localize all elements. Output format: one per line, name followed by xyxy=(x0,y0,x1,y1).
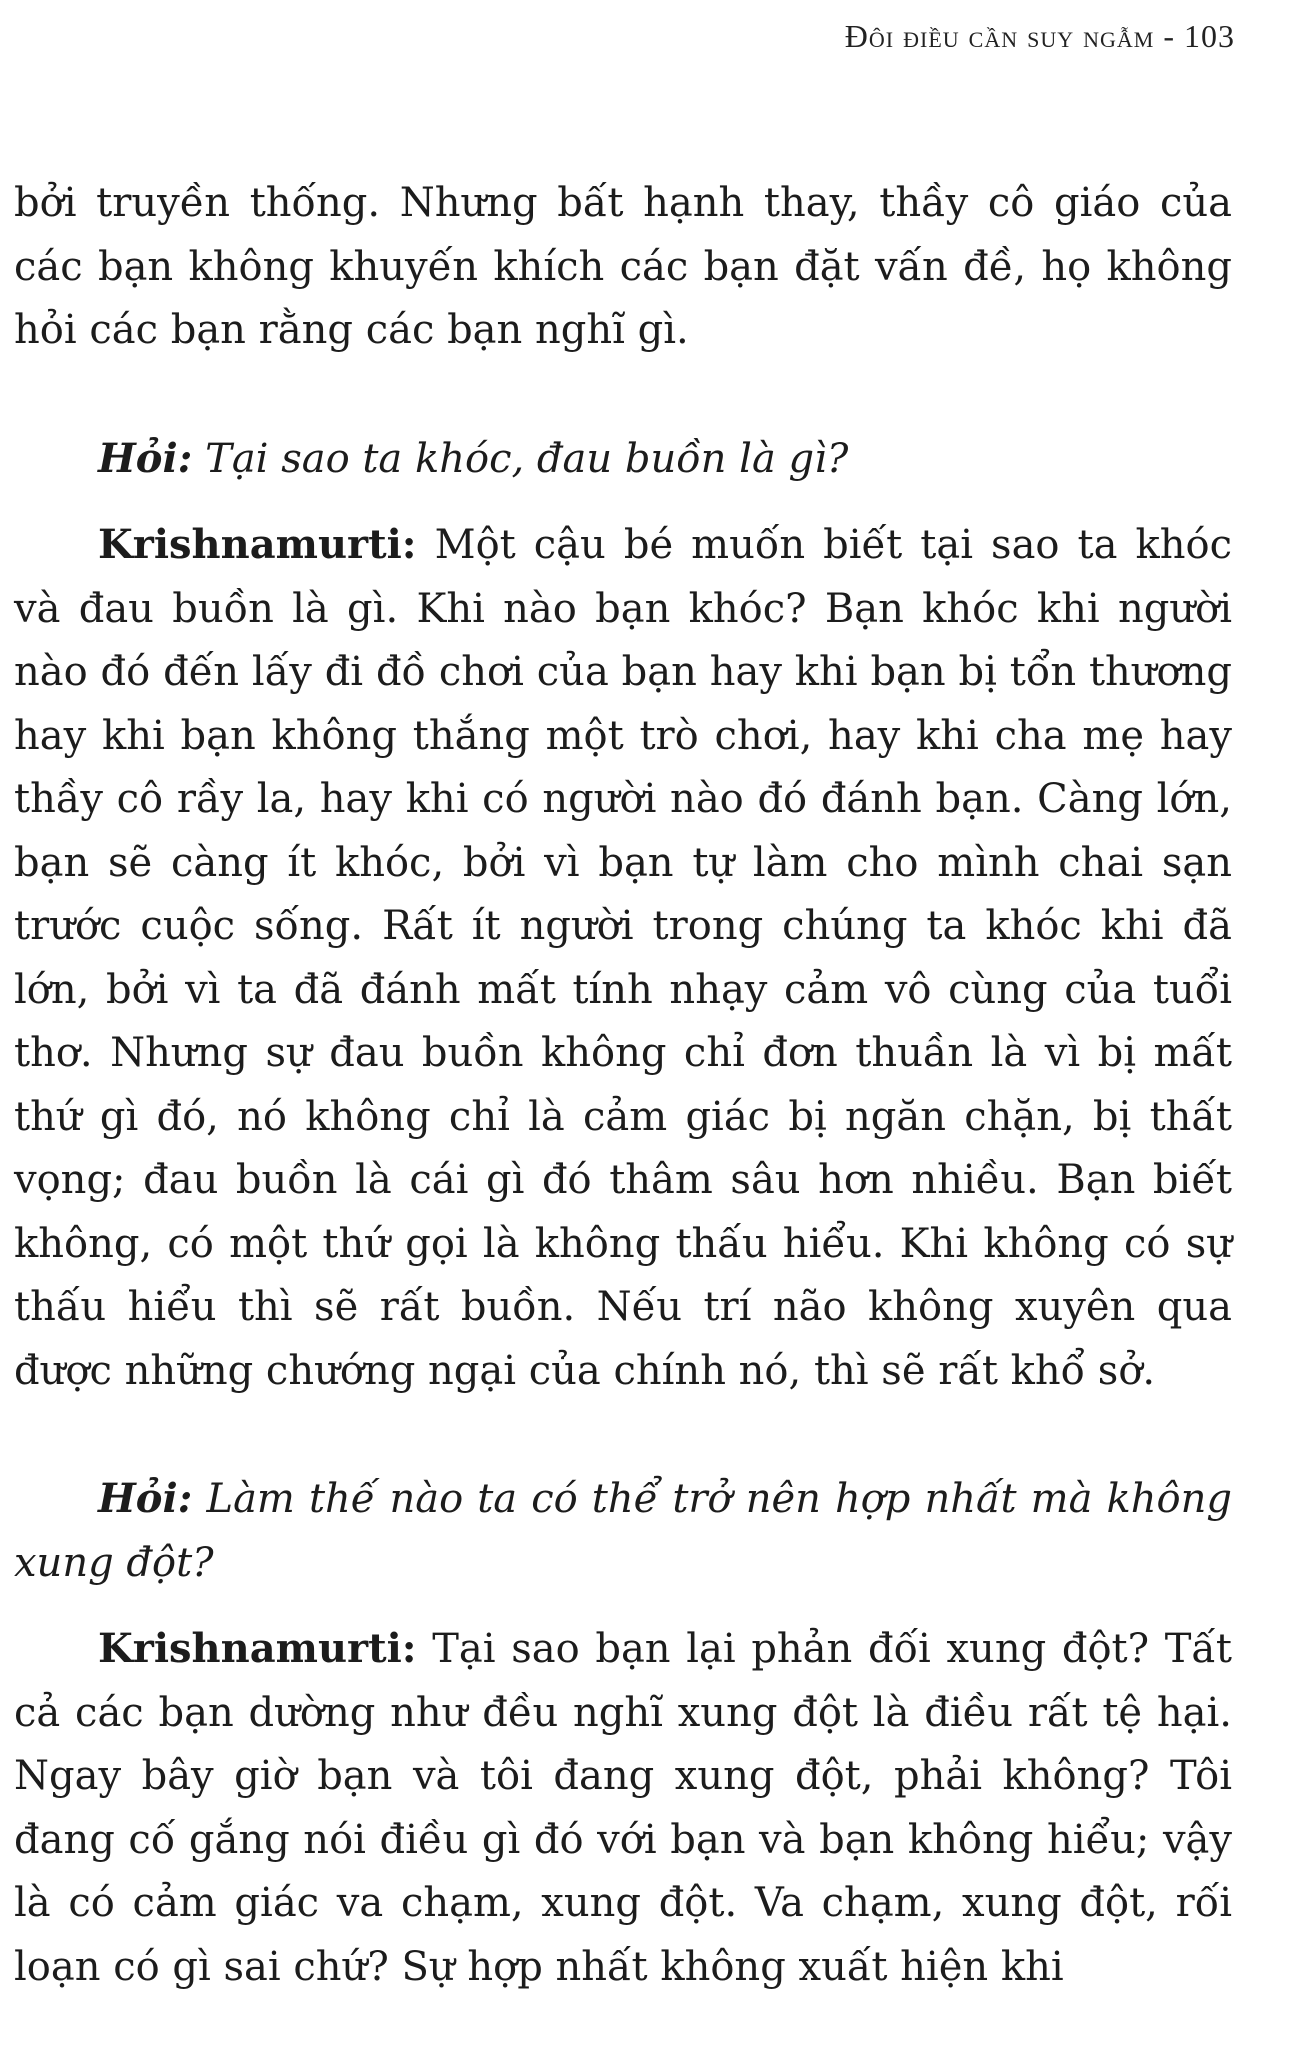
answer-text: Tại sao bạn lại phản đối xung đột? Tất cả các bạn dường như đều nghĩ xung đột là điều rất tệ hại. Ngay bây giờ bạn và tôi đang xung đột, phải không? Tôi đang cố gắng nói điều gì đó với bạn và bạn không hiểu; vậy là có cảm giác va chạm, xung đột. Va chạm, xung đột, rối loạn có gì sai chứ? Sự hợp nhất không xuất hiện khi xyxy=(14,1626,1232,1990)
answer-paragraph xyxy=(14,1617,1232,1999)
question-paragraph xyxy=(14,427,1232,492)
speaker-label: Krishnamurti: xyxy=(98,521,417,568)
question-text: Tại sao ta khóc, đau buồn là gì? xyxy=(192,435,849,482)
paragraph-text: bởi truyền thống. Nhưng bất hạnh thay, thầy cô giáo của các bạn không khuyến khích các bạn đặt vấn đề, họ không hỏi các bạn rằng các bạn nghĩ gì. xyxy=(14,180,1232,353)
question-label: Hỏi: xyxy=(98,434,193,482)
question-paragraph xyxy=(14,1467,1232,1595)
page-number: 103 xyxy=(1184,18,1235,54)
continuation-paragraph xyxy=(14,172,1232,363)
question-text: Làm thế nào ta có thể trở nên hợp nhất mà không xung đột? xyxy=(14,1476,1232,1586)
answer-paragraph xyxy=(14,513,1232,1403)
speaker-label: Krishnamurti: xyxy=(98,1625,417,1672)
running-header xyxy=(845,18,1235,55)
header-separator: - xyxy=(1154,18,1184,54)
question-label: Hỏi: xyxy=(98,1475,193,1522)
page-body xyxy=(14,172,1232,1999)
section-title: Đôi điều cần suy ngẫm xyxy=(844,18,1155,54)
answer-text: Một cậu bé muốn biết tại sao ta khóc và đau buồn là gì. Khi nào bạn khóc? Bạn khóc khi người nào đó đến lấy đi đồ chơi của bạn hay khi bạn bị tổn thương hay khi bạn không thắng một trò chơi, hay khi cha mẹ hay thầy cô rầy la, hay khi có người nào đó đánh bạn. Càng lớn, bạn sẽ càng ít khóc, bởi vì bạn tự làm cho mình chai sạn trước cuộc sống. Rất ít người trong chúng ta khóc khi đã lớn, bởi vì ta đã đánh mất tính nhạy cảm vô cùng của tuổi thơ. Nhưng sự đau buồn không chỉ đơn thuần là vì bị mất thứ gì đó, nó không chỉ là cảm giác bị ngăn chặn, bị thất vọng; đau buồn là cái gì đó thâm sâu hơn nhiều. Bạn biết không, có một thứ gọi là không thấu hiểu. Khi không có sự thấu hiểu thì sẽ rất buồn. Nếu trí não không xuyên qua được những chướng ngại của chính nó, thì sẽ rất khổ sở. xyxy=(14,522,1232,1394)
